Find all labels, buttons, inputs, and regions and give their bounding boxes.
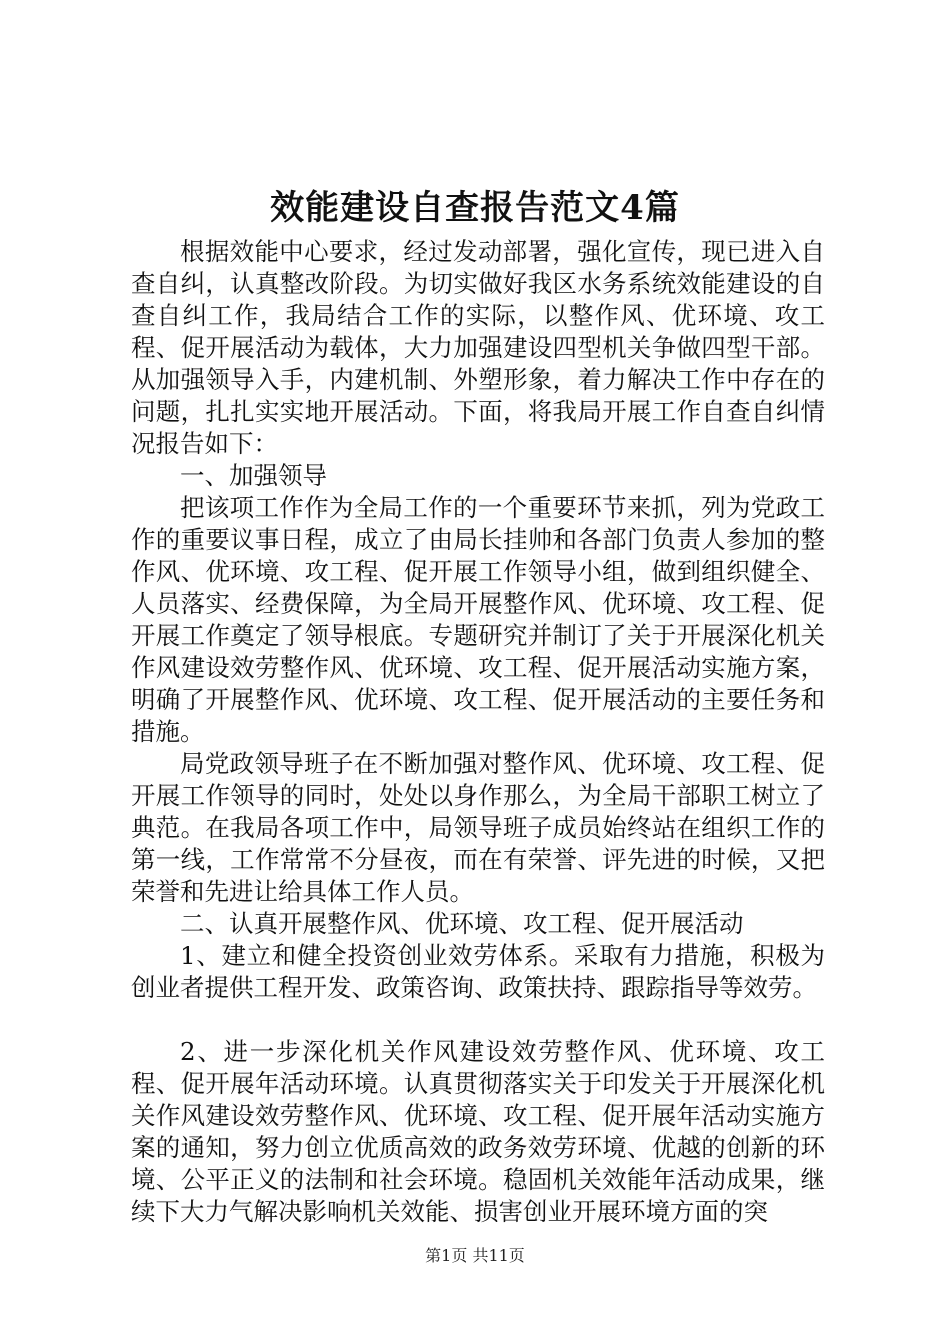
paragraph-leadership: 把该项工作作为全局工作的一个重要环节来抓，列为党政工作的重要议事日程，成立了由局长挂帅和各部门负责人参加的整作风、优环境、攻工程、促开展工作领导小组，做到组织健全、人员落实、经费保障，为全局开展整作风、优环境、攻工程、促开展工作奠定了领导根底。专题研究并制订了关于开展深化机关作风建设效劳整作风、优环境、攻工程、促开展活动实施方案，明确了开展整作风、优环境、攻工程、促开展活动的主要任务和措施。	[131, 493, 825, 746]
page-number: 第1页 共11页	[425, 1246, 525, 1265]
paragraph-item-2: 2、进一步深化机关作风建设效劳整作风、优环境、攻工程、促开展年活动环境。认真贯彻落实关于印发关于开展深化机关作风建设效劳整作风、优环境、攻工程、促开展年活动实施方案的通知，努力创立优质高效的政务效劳环境、优越的创新的环境、公平正义的法制和社会环境。稳固机关效能年活动成果，继续下大力气解决影响机关效能、损害创业开展环境方面的突	[131, 1037, 825, 1226]
document-body	[131, 236, 825, 1228]
paragraph-item-1: 1、建立和健全投资创业效劳体系。采取有力措施，积极为创业者提供工程开发、政策咨询、政策扶持、跟踪指导等效劳。	[131, 941, 825, 1002]
paragraph-leadership-example: 局党政领导班子在不断加强对整作风、优环境、攻工程、促开展工作领导的同时，处处以身作那么，为全局干部职工树立了典范。在我局各项工作中，局领导班子成员始终站在组织工作的第一线，工作常常不分昼夜，而在有荣誉、评先进的时候，又把荣誉和先进让给具体工作人员。	[131, 749, 825, 906]
paragraph-intro: 根据效能中心要求，经过发动部署，强化宣传，现已进入自查自纠，认真整改阶段。为切实做好我区水务系统效能建设的自查自纠工作，我局结合工作的实际，以整作风、优环境、攻工程、促开展活动为载体，大力加强建设四型机关争做四型干部。从加强领导入手，内建机制、外塑形象，着力解决工作中存在的问题，扎扎实实地开展活动。下面，将我局开展工作自查自纠情况报告如下：	[131, 237, 825, 458]
section-heading-2: 二、认真开展整作风、优环境、攻工程、促开展活动	[180, 909, 744, 938]
document-title: 效能建设自查报告范文4篇	[270, 188, 680, 228]
section-heading-1: 一、加强领导	[180, 461, 327, 490]
